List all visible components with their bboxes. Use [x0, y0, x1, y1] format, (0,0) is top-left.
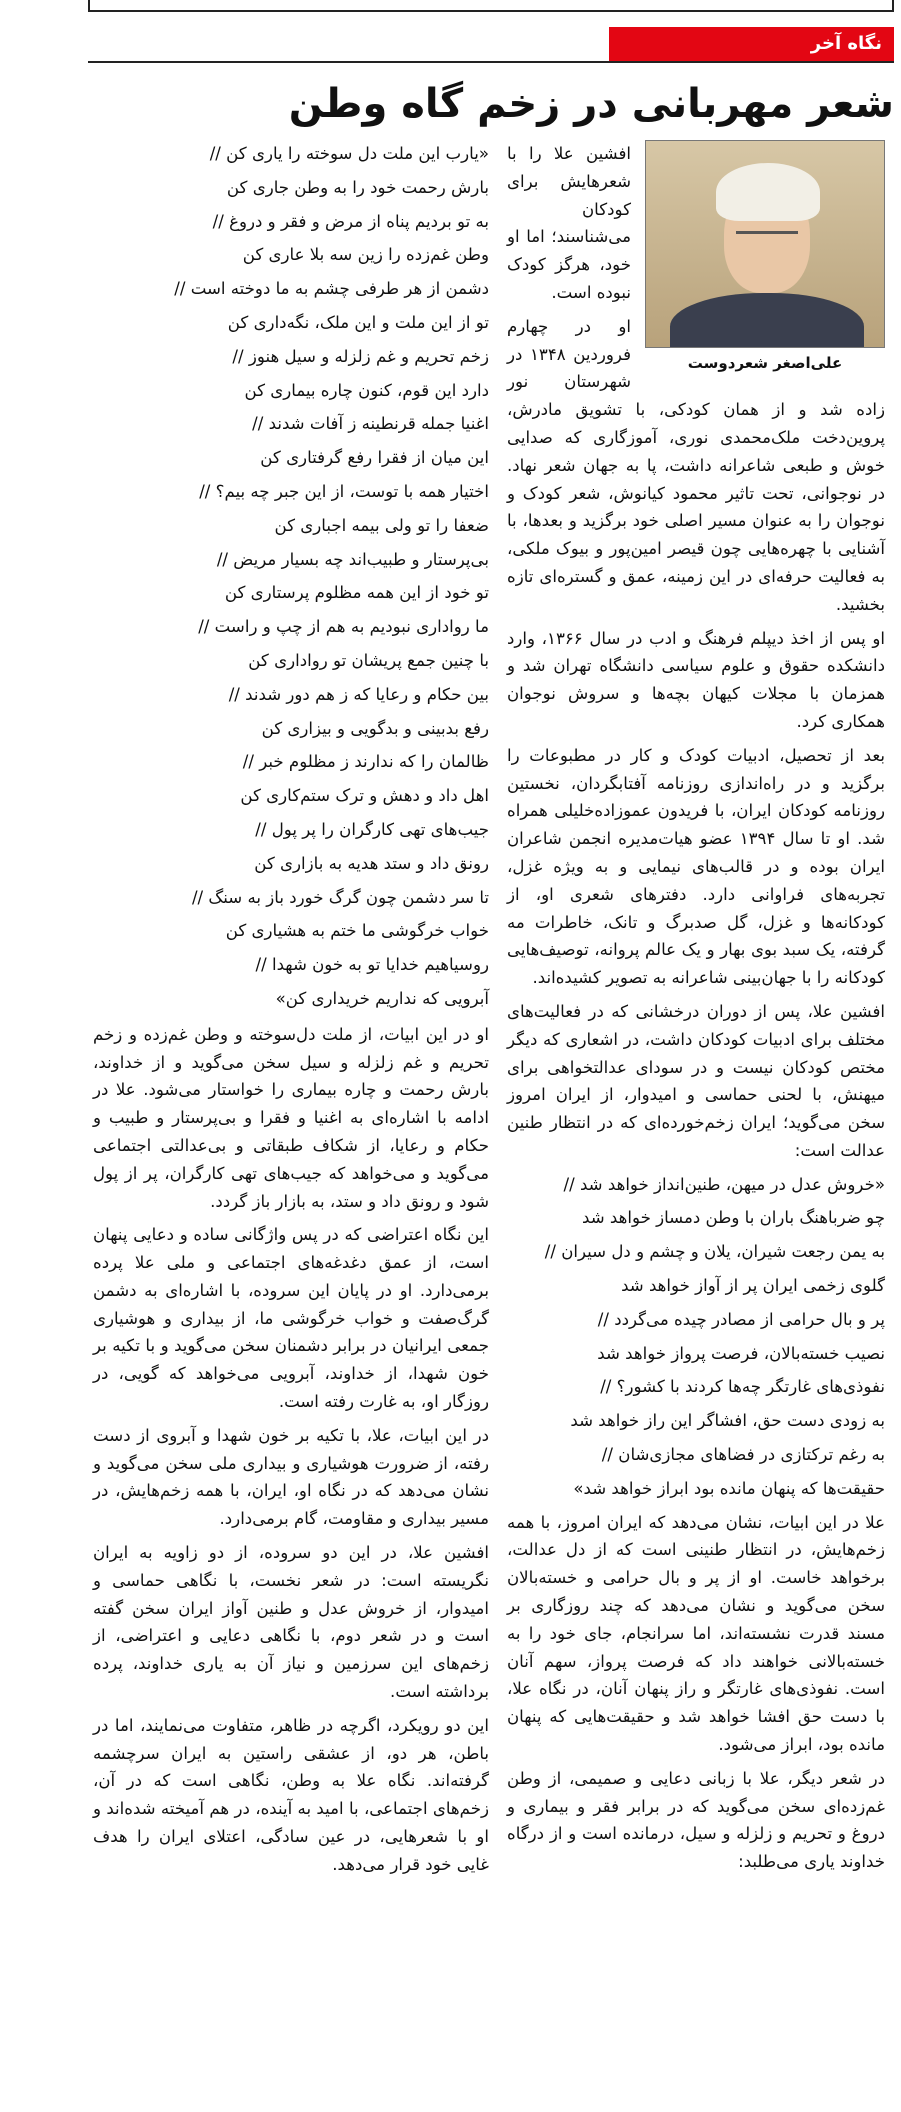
poem-line: ضعفا را تو ولی بیمه اجباری کن — [274, 515, 489, 535]
paragraph: او در چهارم فروردین ۱۳۴۸ در شهرستان نور زاده شد و از همان کودکی، با تشویق مادرش، پروین‌دخت ملک‌محمدی نوری، آموزگاری که صدایی خوش و طبعی شاعرانه داشت، پا به جهان شعر نهاد. در نوجوانی، تحت تاثیر محمود کیانوش، شعر کودک و نوجوان را به عنوان مسیر اصلی خود برگزید و بعدها، با آشنایی با چهره‌هایی چون قیصر امین‌پور و بیوک ملکی، به فعالیت حرفه‌ای در این زمینه، عمق و گستره‌ای تازه بخشید. — [507, 316, 885, 614]
paragraph: افشین علا، در این دو سروده، از دو زاویه به ایران نگریسته است: در شعر نخست، با نگاهی حماسی و امیدوار، از خروش عدل و طنین آواز ایران سخن گفته است و در شعر دوم، با نگاهی دعایی و اعتراضی، از زخم‌های این سرزمین و نیاز آن به یاری خداوند، پرده برداشته است. — [93, 1543, 489, 1702]
poem-line: اختیار همه با توست، از این جبر چه بیم؟ // — [199, 481, 489, 501]
poem-line: گلوی زخمی ایران پر از آواز خواهد شد — [621, 1276, 885, 1296]
top-frame-rule — [88, 0, 894, 12]
paragraph: او پس از اخذ دیپلم فرهنگ و ادب در سال ۱۳۶۶، وارد دانشکده حقوق و علوم سیاسی دانشگاه تهران شد و همزمان با مجلات کیهان بچه‌ها و سروش نوجوان همکاری کرد. — [507, 628, 885, 731]
poem-line: «خروش عدل در میهن، طنین‌انداز خواهد شد // — [563, 1174, 885, 1194]
poem-line: ظالمان را که ندارند ز مظلوم خبر // — [242, 752, 489, 772]
poem-line: چو ضرباهنگ باران با وطن دمساز خواهد شد — [582, 1208, 885, 1228]
poem-line: نصیب خسته‌بالان، فرصت پرواز خواهد شد — [597, 1343, 885, 1363]
poem-line: به رغم ترکتازی در فضاهای مجازی‌شان // — [601, 1445, 885, 1465]
poem-line: دشمن از هر طرفی چشم به ما دوخته است // — [174, 279, 489, 299]
author-photo — [645, 140, 885, 348]
paragraph: در این ابیات، علا، با تکیه بر خون شهدا و آبروی از دست رفته، از ضرورت هوشیاری و بیداری ملی سخن می‌گوید و نشان می‌دهد که در نگاه او، ایران، با همه زخم‌هایش، در مسیر بیداری و مقاومت، گام برمی‌دارد. — [93, 1425, 489, 1529]
poem-line: به زودی دست حق، افشاگر این راز خواهد شد — [570, 1411, 885, 1431]
paragraph: این دو رویکرد، اگرچه در ظاهر، متفاوت می‌نمایند، اما در باطن، هر دو، از عشقی راستین به ایران سرچشمه گرفته‌اند. نگاه علا به وطن، نگاهی است که در آن، زخم‌های اجتماعی، با امید به آینده، در هم آمیخته شده‌اند و او با شعرهایی، در عین سادگی، اعتلای ایران را هدف غایی خود قرار می‌دهد. — [93, 1715, 489, 1874]
poem-line: این میان از فقرا رفع گرفتاری کن — [260, 448, 489, 468]
paragraph: افشین علا، پس از دوران درخشانی که در فعالیت‌های مختلف برای ادبیات کودکان داشت، در اشعاری که دیگر مختص کودکان نیست و در سودای عدالتخواهی برای میهنش، با لحنی حماسی و امیدوار، از ایران امروز سخن می‌گوید؛ ایران زخم‌خورده‌ای که در انتظار طنین عدالت است: — [507, 1001, 885, 1160]
poem-line: تو خود از این همه مظلوم پرستاری کن — [224, 583, 489, 603]
poem-line: حقیقت‌ها که پنهان مانده بود ابراز خواهد شد» — [573, 1478, 885, 1498]
paragraph: علا در این ابیات، نشان می‌دهد که ایران امروز، با همه زخم‌هایش، در انتظار طنینی است که از دل عدالت، برخواهد خاست. او از پر و بال حرامی و خسته‌بالان سخن می‌گوید و نشان می‌دهد که چند روزگاری بر مسند قدرت نشسته‌اند، اما سرانجام، جای خود را به خسته‌بالانی خواهند داد که فرصت پرواز، سهم آنان است. نفوذی‌های غارتگر و راز پنهان آنان، در نگاه علا، با دست حق افشا خواهد شد و حقیقت‌هایی که پنهان مانده بود، ابراز می‌شود. — [507, 1512, 885, 1755]
paragraph: افشین علا را با شعرهایش برای کودکان می‌شناسند؛ اما او خود، هرگز کودک نبوده است. — [507, 144, 631, 302]
paragraph: او در این ابیات، از ملت دل‌سوخته و وطن غم‌زده و زخم تحریم و غم زلزله و سیل سخن می‌گوید و از خداوند، بارش رحمت و چاره بیماری را خواستار می‌شود. علا در ادامه با اشاره‌ای به اغنیا و فقرا و بی‌پرستار و طبیب و حکام و رعایا، از شکاف طبقاتی و بی‌عدالتی اجتماعی می‌گوید و می‌خواهد که جیب‌های تهی کارگران، پر از پول شود و رونق داد و ستد، به بازار باز گردد. — [93, 1024, 489, 1211]
left-column — [93, 140, 489, 1885]
poem-line: با چنین جمع پریشان تو رواداری کن — [248, 650, 489, 670]
poem-line: رونق داد و ستد هدیه به بازاری کن — [254, 853, 489, 873]
paragraph: بعد از تحصیل، ادبیات کودک و کار در مطبوعات را برگزید و در راه‌اندازی روزنامه آفتابگردان، نخستین روزنامه کودکان ایران، با فریدون عموزاده‌خلیلی همراه شد. او تا سال ۱۳۹۴ عضو هیات‌مدیره انجمن شاعران ایران بوده و در قالب‌های نیمایی و به ویژه غزل، تجربه‌های فراوانی دارد. دفترهای شعری او، از کودکانه‌ها و غزل، گل صدبرگ و تانک، خاطرات مه گرفته، یک سبد بوی بهار و یک عالم پروانه، توصیف‌هایی کودکانه را با جهان‌بینی شاعرانه به تصویر کشیده‌اند. — [507, 745, 885, 988]
poem-line: به یمن رجعت شیران، یلان و چشم و دل سیران // — [544, 1242, 885, 1262]
poem-line: تا سر دشمن چون گرگ خورد باز به سنگ // — [191, 887, 489, 907]
poem-line: زخم تحریم و غم زلزله و سیل هنوز // — [232, 346, 489, 366]
article-headline: شعر مهربانی در زخم گاه وطن — [288, 81, 894, 127]
paragraph: این نگاه اعتراضی که در پس واژگانی ساده و دعایی پنهان است، از عمق دغدغه‌های اجتماعی و ملی علا پرده برمی‌دارد. او در پایان این سروده، با اشاره‌ای به دشمن گرگ‌صفت و خواب خرگوشی ما، از بیداری و هوشیاری جمعی ایرانیان در برابر دشمنان سخن می‌گوید و با تکیه بر خون شهدا، از خداوند، آبرویی می‌خواهد که گویی، در روزگار او، به غارت رفته است. — [93, 1225, 489, 1412]
poem-line: به تو بردیم پناه از مرض و فقر و دروغ // — [212, 211, 489, 231]
poem-line: نفوذی‌های غارتگر چه‌ها کردند با کشور؟ // — [600, 1377, 885, 1397]
poem-line: دارد این قوم، کنون چاره بیماری کن — [244, 380, 489, 400]
poem-line: روسیاهیم خدایا تو به خون شهدا // — [255, 955, 489, 975]
poem-line: بی‌پرستار و طبیب‌اند چه بسیار مریض // — [216, 549, 489, 569]
poem-line: وطن غم‌زده را زین سه بلا عاری کن — [242, 245, 489, 265]
poem-line: اهل داد و دهش و ترک ستم‌کاری کن — [240, 786, 489, 806]
paragraph: در شعر دیگر، علا با زبانی دعایی و صمیمی، از وطن غم‌زده‌ای سخن می‌گوید که در برابر فقر و بیماری و دروغ و تحریم و زلزله و سیل، درمانده است و از درگاه خداوند یاری می‌طلبد: — [507, 1768, 885, 1872]
section-tag: نگاه آخر — [609, 27, 894, 61]
section-rule — [88, 61, 894, 63]
right-column — [507, 140, 885, 1882]
poem-line: خواب خرگوشی ما ختم به هشیاری کن — [225, 921, 489, 941]
poem-line: تو از این ملت و این ملک، نگه‌داری کن — [227, 312, 489, 332]
author-photo-block — [645, 140, 885, 376]
photo-caption: علی‌اصغر شعردوست — [687, 354, 843, 372]
poem-line: پر و بال حرامی از مصادر چیده می‌گردد // — [597, 1309, 885, 1329]
poem-line: بین حکام و رعایا که ز هم دور شدند // — [228, 684, 489, 704]
poem-line: بارش رحمت خود را به وطن جاری کن — [226, 177, 489, 197]
poem-line: «یارب این ملت دل سوخته را یاری کن // — [209, 144, 489, 163]
poem-line: جیب‌های تهی کارگران را پر پول // — [255, 819, 489, 839]
poem-line: رفع بدبینی و بدگویی و بیزاری کن — [261, 718, 489, 738]
poem-line: ما رواداری نبودیم به هم از چپ و راست // — [198, 617, 489, 637]
poem-line: اغنیا جمله قرنطینه ز آفات شدند // — [252, 414, 489, 434]
poem-block — [507, 1171, 885, 1503]
poem-block — [93, 140, 489, 1013]
poem-line: آبرویی که نداریم خریداری کن» — [275, 988, 489, 1008]
